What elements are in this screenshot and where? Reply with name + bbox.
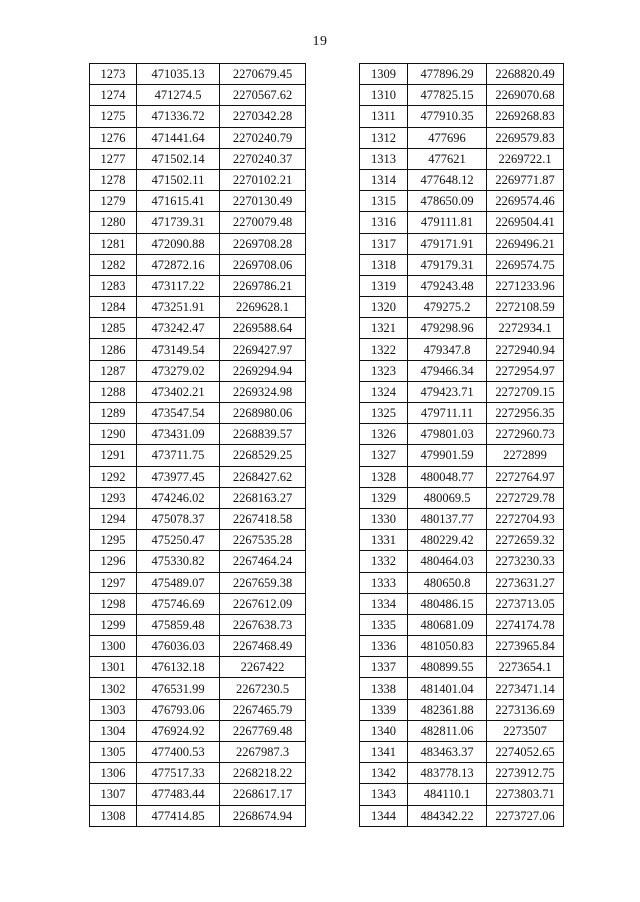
point-number-cell: 1307 — [90, 784, 137, 805]
point-number-cell: 1339 — [360, 699, 408, 720]
y-coordinate-cell: 2270079.48 — [220, 212, 306, 233]
x-coordinate-cell: 473402.21 — [137, 381, 220, 402]
x-coordinate-cell: 471035.13 — [137, 64, 220, 85]
x-coordinate-cell: 473279.02 — [137, 360, 220, 381]
x-coordinate-cell: 475078.37 — [137, 508, 220, 529]
table-row — [90, 254, 306, 275]
y-coordinate-cell: 2268427.62 — [220, 466, 306, 487]
table-row — [360, 551, 564, 572]
x-coordinate-cell: 473242.47 — [137, 318, 220, 339]
point-number-cell: 1324 — [360, 381, 408, 402]
table-row — [90, 403, 306, 424]
table-row — [90, 169, 306, 190]
point-number-cell: 1323 — [360, 360, 408, 381]
point-number-cell: 1303 — [90, 699, 137, 720]
y-coordinate-cell: 2267422 — [220, 657, 306, 678]
x-coordinate-cell: 480650.8 — [408, 572, 487, 593]
point-number-cell: 1321 — [360, 318, 408, 339]
y-coordinate-cell: 2273230.33 — [487, 551, 564, 572]
point-number-cell: 1296 — [90, 551, 137, 572]
x-coordinate-cell: 473711.75 — [137, 445, 220, 466]
y-coordinate-cell: 2270342.28 — [220, 106, 306, 127]
table-row — [90, 551, 306, 572]
x-coordinate-cell: 482361.88 — [408, 699, 487, 720]
point-number-cell: 1338 — [360, 678, 408, 699]
x-coordinate-cell: 480464.03 — [408, 551, 487, 572]
y-coordinate-cell: 2273803.71 — [487, 784, 564, 805]
table-row — [90, 381, 306, 402]
point-number-cell: 1297 — [90, 572, 137, 593]
table-row — [360, 275, 564, 296]
y-coordinate-cell: 2269324.98 — [220, 381, 306, 402]
y-coordinate-cell: 2270130.49 — [220, 191, 306, 212]
y-coordinate-cell: 2272954.97 — [487, 360, 564, 381]
point-number-cell: 1282 — [90, 254, 137, 275]
point-number-cell: 1342 — [360, 763, 408, 784]
x-coordinate-cell: 476793.06 — [137, 699, 220, 720]
table-row — [90, 572, 306, 593]
x-coordinate-cell: 477896.29 — [408, 64, 487, 85]
y-coordinate-cell: 2269496.21 — [487, 233, 564, 254]
x-coordinate-cell: 479423.71 — [408, 381, 487, 402]
point-number-cell: 1318 — [360, 254, 408, 275]
table-row — [360, 614, 564, 635]
table-row — [360, 487, 564, 508]
table-row — [90, 657, 306, 678]
y-coordinate-cell: 2272899 — [487, 445, 564, 466]
table-row — [360, 720, 564, 741]
point-number-cell: 1304 — [90, 720, 137, 741]
table-row — [360, 106, 564, 127]
table-row — [90, 508, 306, 529]
x-coordinate-cell: 476531.99 — [137, 678, 220, 699]
point-number-cell: 1283 — [90, 275, 137, 296]
point-number-cell: 1299 — [90, 614, 137, 635]
table-row — [90, 699, 306, 720]
point-number-cell: 1325 — [360, 403, 408, 424]
x-coordinate-cell: 473251.91 — [137, 297, 220, 318]
point-number-cell: 1343 — [360, 784, 408, 805]
point-number-cell: 1286 — [90, 339, 137, 360]
x-coordinate-cell: 471502.11 — [137, 169, 220, 190]
table-row — [90, 466, 306, 487]
y-coordinate-cell: 2273507 — [487, 720, 564, 741]
y-coordinate-cell: 2268820.49 — [487, 64, 564, 85]
point-number-cell: 1293 — [90, 487, 137, 508]
point-number-cell: 1308 — [90, 805, 137, 826]
table-row — [360, 466, 564, 487]
point-number-cell: 1335 — [360, 614, 408, 635]
point-number-cell: 1341 — [360, 742, 408, 763]
point-number-cell: 1331 — [360, 530, 408, 551]
y-coordinate-cell: 2272729.78 — [487, 487, 564, 508]
table-row — [90, 593, 306, 614]
y-coordinate-cell: 2273727.06 — [487, 805, 564, 826]
x-coordinate-cell: 476924.92 — [137, 720, 220, 741]
point-number-cell: 1312 — [360, 127, 408, 148]
x-coordinate-cell: 479801.03 — [408, 424, 487, 445]
table-body — [90, 64, 306, 827]
x-coordinate-cell: 479298.96 — [408, 318, 487, 339]
table-row — [90, 720, 306, 741]
table-row — [90, 191, 306, 212]
table-row — [360, 297, 564, 318]
table-row — [360, 508, 564, 529]
x-coordinate-cell: 477910.35 — [408, 106, 487, 127]
y-coordinate-cell: 2269708.06 — [220, 254, 306, 275]
table-row — [90, 763, 306, 784]
x-coordinate-cell: 480048.77 — [408, 466, 487, 487]
table-row — [90, 64, 306, 85]
coordinates-table-left — [89, 63, 306, 827]
y-coordinate-cell: 2269294.94 — [220, 360, 306, 381]
table-row — [360, 339, 564, 360]
table-row — [360, 318, 564, 339]
y-coordinate-cell: 2269579.83 — [487, 127, 564, 148]
y-coordinate-cell: 2269268.83 — [487, 106, 564, 127]
y-coordinate-cell: 2269771.87 — [487, 169, 564, 190]
table-row — [360, 85, 564, 106]
x-coordinate-cell: 484110.1 — [408, 784, 487, 805]
point-number-cell: 1314 — [360, 169, 408, 190]
y-coordinate-cell: 2267769.48 — [220, 720, 306, 741]
table-row — [90, 318, 306, 339]
table-row — [90, 805, 306, 826]
y-coordinate-cell: 2267535.28 — [220, 530, 306, 551]
point-number-cell: 1328 — [360, 466, 408, 487]
x-coordinate-cell: 477621 — [408, 148, 487, 169]
table-row — [90, 530, 306, 551]
x-coordinate-cell: 475250.47 — [137, 530, 220, 551]
table-row — [90, 275, 306, 296]
x-coordinate-cell: 477400.53 — [137, 742, 220, 763]
point-number-cell: 1344 — [360, 805, 408, 826]
x-coordinate-cell: 484342.22 — [408, 805, 487, 826]
x-coordinate-cell: 478650.09 — [408, 191, 487, 212]
x-coordinate-cell: 481050.83 — [408, 636, 487, 657]
y-coordinate-cell: 2267659.38 — [220, 572, 306, 593]
x-coordinate-cell: 473547.54 — [137, 403, 220, 424]
y-coordinate-cell: 2267612.09 — [220, 593, 306, 614]
table-row — [360, 403, 564, 424]
y-coordinate-cell: 2268163.27 — [220, 487, 306, 508]
x-coordinate-cell: 482811.06 — [408, 720, 487, 741]
table-row — [360, 678, 564, 699]
y-coordinate-cell: 2270240.37 — [220, 148, 306, 169]
point-number-cell: 1279 — [90, 191, 137, 212]
point-number-cell: 1326 — [360, 424, 408, 445]
point-number-cell: 1281 — [90, 233, 137, 254]
table-row — [360, 699, 564, 720]
x-coordinate-cell: 475859.48 — [137, 614, 220, 635]
table-row — [90, 148, 306, 169]
y-coordinate-cell: 2272934.1 — [487, 318, 564, 339]
x-coordinate-cell: 471441.64 — [137, 127, 220, 148]
y-coordinate-cell: 2272659.32 — [487, 530, 564, 551]
x-coordinate-cell: 477517.33 — [137, 763, 220, 784]
table-row — [360, 64, 564, 85]
point-number-cell: 1292 — [90, 466, 137, 487]
table-row — [90, 742, 306, 763]
point-number-cell: 1329 — [360, 487, 408, 508]
x-coordinate-cell: 480899.55 — [408, 657, 487, 678]
y-coordinate-cell: 2269722.1 — [487, 148, 564, 169]
y-coordinate-cell: 2273471.14 — [487, 678, 564, 699]
x-coordinate-cell: 474246.02 — [137, 487, 220, 508]
x-coordinate-cell: 472090.88 — [137, 233, 220, 254]
x-coordinate-cell: 476132.18 — [137, 657, 220, 678]
table-row — [90, 424, 306, 445]
x-coordinate-cell: 479347.8 — [408, 339, 487, 360]
y-coordinate-cell: 2272956.35 — [487, 403, 564, 424]
y-coordinate-cell: 2269786.21 — [220, 275, 306, 296]
x-coordinate-cell: 479711.11 — [408, 403, 487, 424]
x-coordinate-cell: 471502.14 — [137, 148, 220, 169]
x-coordinate-cell: 473117.22 — [137, 275, 220, 296]
y-coordinate-cell: 2270567.62 — [220, 85, 306, 106]
x-coordinate-cell: 479171.91 — [408, 233, 487, 254]
point-number-cell: 1332 — [360, 551, 408, 572]
table-row — [90, 85, 306, 106]
point-number-cell: 1334 — [360, 593, 408, 614]
point-number-cell: 1275 — [90, 106, 137, 127]
x-coordinate-cell: 477696 — [408, 127, 487, 148]
point-number-cell: 1289 — [90, 403, 137, 424]
table-row — [360, 360, 564, 381]
point-number-cell: 1277 — [90, 148, 137, 169]
y-coordinate-cell: 2269574.75 — [487, 254, 564, 275]
point-number-cell: 1315 — [360, 191, 408, 212]
x-coordinate-cell: 477483.44 — [137, 784, 220, 805]
point-number-cell: 1316 — [360, 212, 408, 233]
y-coordinate-cell: 2269574.46 — [487, 191, 564, 212]
x-coordinate-cell: 481401.04 — [408, 678, 487, 699]
table-row — [360, 530, 564, 551]
table-row — [360, 424, 564, 445]
y-coordinate-cell: 2272704.93 — [487, 508, 564, 529]
y-coordinate-cell: 2272108.59 — [487, 297, 564, 318]
table-row — [360, 636, 564, 657]
y-coordinate-cell: 2272940.94 — [487, 339, 564, 360]
point-number-cell: 1273 — [90, 64, 137, 85]
y-coordinate-cell: 2269628.1 — [220, 297, 306, 318]
y-coordinate-cell: 2273713.05 — [487, 593, 564, 614]
x-coordinate-cell: 471336.72 — [137, 106, 220, 127]
y-coordinate-cell: 2270102.21 — [220, 169, 306, 190]
y-coordinate-cell: 2269588.64 — [220, 318, 306, 339]
y-coordinate-cell: 2268617.17 — [220, 784, 306, 805]
y-coordinate-cell: 2269427.97 — [220, 339, 306, 360]
point-number-cell: 1295 — [90, 530, 137, 551]
x-coordinate-cell: 479179.31 — [408, 254, 487, 275]
table-row — [360, 254, 564, 275]
y-coordinate-cell: 2267987.3 — [220, 742, 306, 763]
point-number-cell: 1278 — [90, 169, 137, 190]
y-coordinate-cell: 2269708.28 — [220, 233, 306, 254]
x-coordinate-cell: 471615.41 — [137, 191, 220, 212]
x-coordinate-cell: 480069.5 — [408, 487, 487, 508]
y-coordinate-cell: 2273136.69 — [487, 699, 564, 720]
point-number-cell: 1306 — [90, 763, 137, 784]
y-coordinate-cell: 2273912.75 — [487, 763, 564, 784]
table-row — [90, 339, 306, 360]
table-row — [90, 636, 306, 657]
x-coordinate-cell: 473149.54 — [137, 339, 220, 360]
table-row — [360, 657, 564, 678]
y-coordinate-cell: 2272960.73 — [487, 424, 564, 445]
point-number-cell: 1294 — [90, 508, 137, 529]
coordinates-table-right — [359, 63, 564, 827]
x-coordinate-cell: 476036.03 — [137, 636, 220, 657]
table-row — [90, 678, 306, 699]
table-row — [90, 445, 306, 466]
x-coordinate-cell: 472872.16 — [137, 254, 220, 275]
x-coordinate-cell: 479466.34 — [408, 360, 487, 381]
table-row — [90, 212, 306, 233]
x-coordinate-cell: 480229.42 — [408, 530, 487, 551]
y-coordinate-cell: 2267638.73 — [220, 614, 306, 635]
x-coordinate-cell: 483463.37 — [408, 742, 487, 763]
y-coordinate-cell: 2268980.06 — [220, 403, 306, 424]
point-number-cell: 1276 — [90, 127, 137, 148]
point-number-cell: 1301 — [90, 657, 137, 678]
table-row — [360, 593, 564, 614]
table-row — [90, 233, 306, 254]
point-number-cell: 1298 — [90, 593, 137, 614]
point-number-cell: 1288 — [90, 381, 137, 402]
y-coordinate-cell: 2271233.96 — [487, 275, 564, 296]
y-coordinate-cell: 2268674.94 — [220, 805, 306, 826]
point-number-cell: 1290 — [90, 424, 137, 445]
point-number-cell: 1287 — [90, 360, 137, 381]
table-row — [90, 360, 306, 381]
x-coordinate-cell: 475489.07 — [137, 572, 220, 593]
x-coordinate-cell: 477648.12 — [408, 169, 487, 190]
point-number-cell: 1291 — [90, 445, 137, 466]
table-row — [360, 127, 564, 148]
table-body — [360, 64, 564, 827]
y-coordinate-cell: 2273631.27 — [487, 572, 564, 593]
table-row — [90, 614, 306, 635]
point-number-cell: 1280 — [90, 212, 137, 233]
y-coordinate-cell: 2273654.1 — [487, 657, 564, 678]
page-number: 19 — [312, 34, 328, 49]
x-coordinate-cell: 483778.13 — [408, 763, 487, 784]
point-number-cell: 1333 — [360, 572, 408, 593]
x-coordinate-cell: 475330.82 — [137, 551, 220, 572]
x-coordinate-cell: 479243.48 — [408, 275, 487, 296]
y-coordinate-cell: 2273965.84 — [487, 636, 564, 657]
y-coordinate-cell: 2268839.57 — [220, 424, 306, 445]
y-coordinate-cell: 2267468.49 — [220, 636, 306, 657]
x-coordinate-cell: 480137.77 — [408, 508, 487, 529]
point-number-cell: 1284 — [90, 297, 137, 318]
y-coordinate-cell: 2267230.5 — [220, 678, 306, 699]
point-number-cell: 1311 — [360, 106, 408, 127]
table-row — [360, 381, 564, 402]
x-coordinate-cell: 477825.15 — [408, 85, 487, 106]
table-row — [360, 148, 564, 169]
table-row — [90, 127, 306, 148]
point-number-cell: 1310 — [360, 85, 408, 106]
y-coordinate-cell: 2267464.24 — [220, 551, 306, 572]
point-number-cell: 1320 — [360, 297, 408, 318]
point-number-cell: 1285 — [90, 318, 137, 339]
x-coordinate-cell: 473431.09 — [137, 424, 220, 445]
table-row — [90, 106, 306, 127]
table-row — [90, 487, 306, 508]
point-number-cell: 1336 — [360, 636, 408, 657]
point-number-cell: 1337 — [360, 657, 408, 678]
table-row — [360, 169, 564, 190]
table-row — [360, 805, 564, 826]
point-number-cell: 1327 — [360, 445, 408, 466]
table-row — [360, 445, 564, 466]
x-coordinate-cell: 479111.81 — [408, 212, 487, 233]
table-row — [360, 572, 564, 593]
point-number-cell: 1317 — [360, 233, 408, 254]
point-number-cell: 1340 — [360, 720, 408, 741]
x-coordinate-cell: 471739.31 — [137, 212, 220, 233]
y-coordinate-cell: 2274052.65 — [487, 742, 564, 763]
x-coordinate-cell: 480486.15 — [408, 593, 487, 614]
y-coordinate-cell: 2269504.41 — [487, 212, 564, 233]
y-coordinate-cell: 2272709.15 — [487, 381, 564, 402]
x-coordinate-cell: 480681.09 — [408, 614, 487, 635]
table-row — [360, 212, 564, 233]
y-coordinate-cell: 2267418.58 — [220, 508, 306, 529]
point-number-cell: 1302 — [90, 678, 137, 699]
point-number-cell: 1330 — [360, 508, 408, 529]
point-number-cell: 1300 — [90, 636, 137, 657]
table-row — [90, 297, 306, 318]
y-coordinate-cell: 2269070.68 — [487, 85, 564, 106]
point-number-cell: 1309 — [360, 64, 408, 85]
point-number-cell: 1313 — [360, 148, 408, 169]
y-coordinate-cell: 2267465.79 — [220, 699, 306, 720]
y-coordinate-cell: 2268218.22 — [220, 763, 306, 784]
y-coordinate-cell: 2268529.25 — [220, 445, 306, 466]
point-number-cell: 1274 — [90, 85, 137, 106]
x-coordinate-cell: 479275.2 — [408, 297, 487, 318]
table-row — [360, 233, 564, 254]
y-coordinate-cell: 2270679.45 — [220, 64, 306, 85]
x-coordinate-cell: 473977.45 — [137, 466, 220, 487]
table-row — [360, 742, 564, 763]
point-number-cell: 1322 — [360, 339, 408, 360]
y-coordinate-cell: 2272764.97 — [487, 466, 564, 487]
table-row — [360, 763, 564, 784]
table-row — [360, 784, 564, 805]
x-coordinate-cell: 475746.69 — [137, 593, 220, 614]
x-coordinate-cell: 477414.85 — [137, 805, 220, 826]
table-row — [90, 784, 306, 805]
y-coordinate-cell: 2274174.78 — [487, 614, 564, 635]
point-number-cell: 1305 — [90, 742, 137, 763]
x-coordinate-cell: 479901.59 — [408, 445, 487, 466]
point-number-cell: 1319 — [360, 275, 408, 296]
y-coordinate-cell: 2270240.79 — [220, 127, 306, 148]
x-coordinate-cell: 471274.5 — [137, 85, 220, 106]
table-row — [360, 191, 564, 212]
